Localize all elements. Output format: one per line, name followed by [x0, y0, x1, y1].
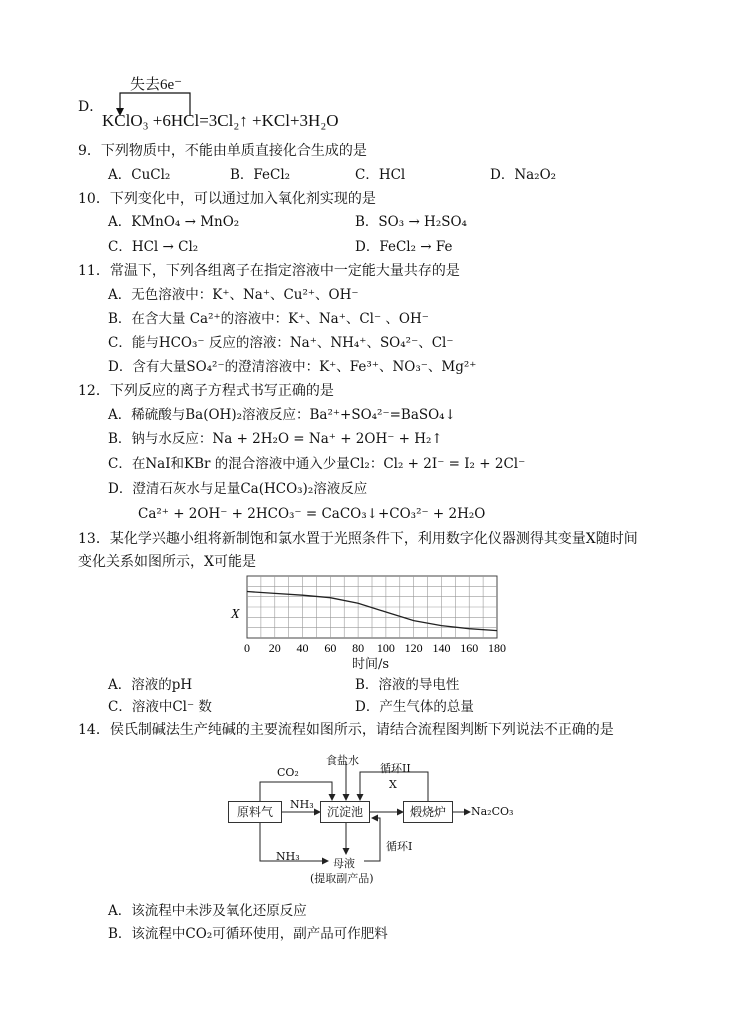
q12-option-a: A．稀硫酸与Ba(OH)₂溶液反应：Ba²⁺+SO₄²⁻=BaSO₄↓ [108, 407, 456, 423]
q14-stem: 14．侯氏制碱法生产纯碱的主要流程如图所示，请结合流程图判断下列说法不正确的是 [78, 722, 614, 738]
furnace-box: 煅烧炉 [403, 801, 453, 823]
cycle-ii-label: 循环II [380, 762, 411, 775]
x-tick-label: 0 [244, 641, 250, 655]
x-tick-label: 100 [376, 641, 395, 655]
q11-option-a: A．无色溶液中：K⁺、Na⁺、Cu²⁺、OH⁻ [108, 287, 359, 303]
q10-stem: 10．下列变化中，可以通过加入氧化剂实现的是 [78, 191, 376, 207]
q10-option-b: B．SO₃ → H₂SO₄ [355, 214, 467, 230]
x-tick-label: 120 [404, 641, 423, 655]
q13-option-d: D．产生气体的总量 [355, 699, 474, 715]
q12-option-d: D．澄清石灰水与足量Ca(HCO₃)₂溶液反应 [108, 481, 368, 497]
y-axis-label: X [231, 607, 240, 622]
x-tick-label: 20 [268, 641, 281, 655]
brine-label: 食盐水 [326, 754, 359, 767]
q10-option-a: A．KMnO₄ → MnO₂ [108, 214, 240, 230]
q14-option-a: A．该流程中未涉及氧化还原反应 [108, 903, 307, 919]
q9-option-b: B．FeCl₂ [230, 167, 291, 183]
q11-option-b: B．在含大量 Ca²⁺的溶液中：K⁺、Na⁺、Cl⁻ 、OH⁻ [108, 311, 429, 327]
q9-stem: 9．下列物质中，不能由单质直接化合生成的是 [78, 143, 367, 159]
q9-option-a: A．CuCl₂ [108, 167, 171, 183]
cycle-i-label: 循环I [386, 840, 413, 853]
co2-label: CO₂ [277, 766, 299, 779]
q13-option-b: B．溶液的导电性 [355, 677, 460, 693]
nh3-top-label: NH₃ [290, 798, 314, 811]
q13-stem-line2: 变化关系如图所示，X可能是 [78, 554, 256, 570]
raw-gas-box: 原料气 [228, 801, 282, 823]
x-tick-label: 80 [352, 641, 365, 655]
q10-option-c: C．HCl → Cl₂ [108, 239, 199, 255]
q13-stem-line1: 13．某化学兴趣小组将新制饱和氯水置于光照条件下，利用数字化仪器测得其变量X随时间 [78, 531, 638, 547]
x-tick-label: 60 [324, 641, 337, 655]
q12-option-c: C．在NaI和KBr 的混合溶液中通入少量Cl₂：Cl₂ + 2I⁻ = I₂ + 2Cl⁻ [108, 456, 526, 472]
x-tick-label: 140 [432, 641, 451, 655]
nh3-bottom-label: NH₃ [276, 850, 300, 863]
electron-transfer-annotation: 失去6e⁻ [130, 77, 183, 93]
q11-option-d: D．含有大量SO₄²⁻的澄清溶液中：K⁺、Fe³⁺、NO₃⁻、Mg²⁺ [108, 359, 477, 375]
x-tick-label: 160 [460, 641, 479, 655]
x-tick-label: 180 [488, 641, 506, 655]
q10-option-d: D．FeCl₂ → Fe [355, 239, 453, 255]
x-substance-label: X [389, 778, 397, 791]
x-tick-label: 40 [296, 641, 309, 655]
q13-option-a: A．溶液的pH [108, 677, 193, 693]
q13-option-c: C．溶液中Cl⁻ 数 [108, 699, 212, 715]
product-label: Na₂CO₃ [471, 805, 514, 818]
q9-option-d: D．Na₂O₂ [490, 167, 557, 183]
q8-d-equation: KClO₃ +6HCl=3Cl₂↑ +KCl+3H₂O [102, 111, 339, 130]
x-axis-label: 时间/s [352, 657, 390, 672]
q12-option-b: B．钠与水反应：Na + 2H₂O = Na⁺ + 2OH⁻ + H₂↑ [108, 431, 443, 447]
precipitation-pool-box: 沉淀池 [320, 801, 370, 823]
x-tick-labels [244, 641, 506, 655]
mother-liquor-label: 母液 [333, 857, 355, 870]
q12-stem: 12．下列反应的离子方程式书写正确的是 [78, 383, 334, 399]
q11-option-c: C．能与HCO₃⁻ 反应的溶液：Na⁺、NH₄⁺、SO₄²⁻、Cl⁻ [108, 335, 454, 351]
q14-option-b: B．该流程中CO₂可循环使用，副产品可作肥料 [108, 926, 388, 942]
byproduct-label: (提取副产品) [310, 872, 374, 885]
q11-stem: 11．常温下，下列各组离子在指定溶液中一定能大量共存的是 [78, 263, 460, 279]
q12-d-equation: Ca²⁺ + 2OH⁻ + 2HCO₃⁻ = CaCO₃↓+CO₃²⁻ + 2H₂O [138, 506, 486, 522]
q9-option-c: C．HCl [355, 167, 406, 183]
q8-option-d-label: D． [78, 99, 104, 115]
